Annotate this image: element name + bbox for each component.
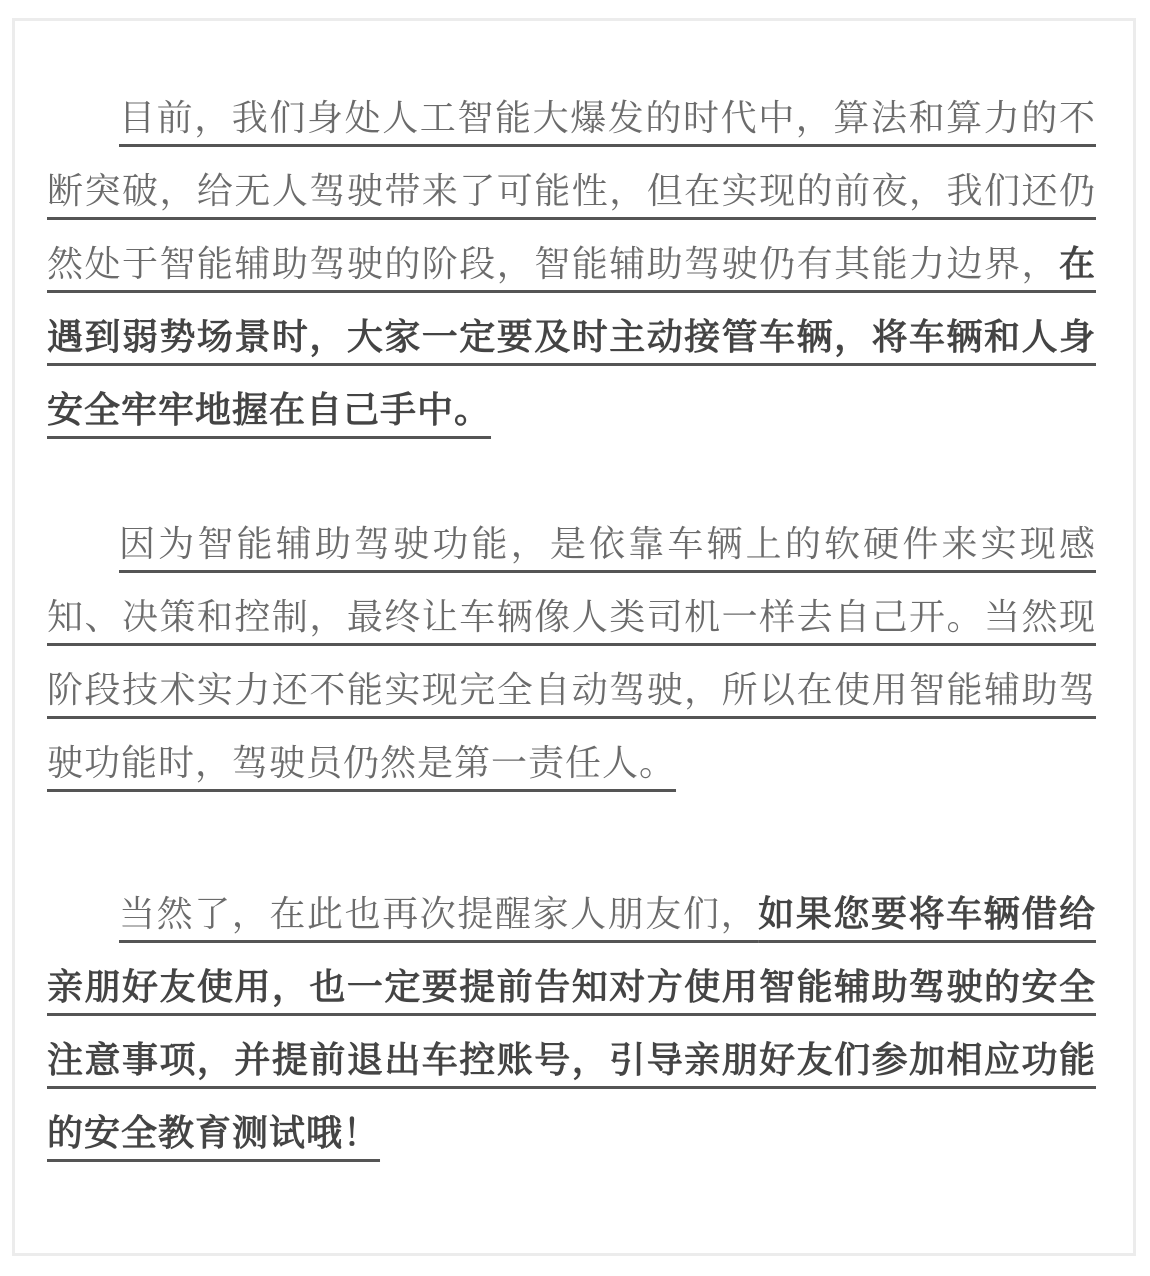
paragraph-3-normal-text: 当然了，在此也再次提醒家人朋友们， bbox=[119, 894, 759, 935]
paragraph-intelligence-era bbox=[47, 82, 1096, 447]
paragraph-2-normal-text: 因为智能辅助驾驶功能，是依靠车辆上的软硬件来实现感知、决策和控制，最终让车辆像人类司机一样去自己开。当然现阶段技术实力还不能实现完全自动驾驶，所以在使用智能辅助驾驶功能时，驾驶员仍然是第一责任人。 bbox=[47, 524, 1096, 784]
paragraph-2-underlined-text bbox=[47, 524, 1096, 784]
paragraph-reminder bbox=[47, 878, 1096, 1170]
paragraph-1-underlined-text bbox=[47, 98, 1096, 431]
paragraph-1-normal-text: 目前，我们身处人工智能大爆发的时代中，算法和算力的不断突破，给无人驾驶带来了可能性，但在实现的前夜，我们还仍然处于智能辅助驾驶的阶段，智能辅助驾驶仍有其能力边界， bbox=[47, 98, 1096, 285]
paragraph-1-bold-text: 在遇到弱势场景时，大家一定要及时主动接管车辆，将车辆和人身安全牢牢地握在自己手中。 bbox=[47, 244, 1096, 431]
paragraph-3-underlined-text bbox=[47, 894, 1096, 1154]
paragraph-driver-responsibility bbox=[47, 508, 1096, 800]
paragraph-3-bold-text: 如果您要将车辆借给亲朋好友使用，也一定要提前告知对方使用智能辅助驾驶的安全注意事项，并提前退出车控账号，引导亲朋好友们参加相应功能的安全教育测试哦！ bbox=[47, 894, 1096, 1154]
